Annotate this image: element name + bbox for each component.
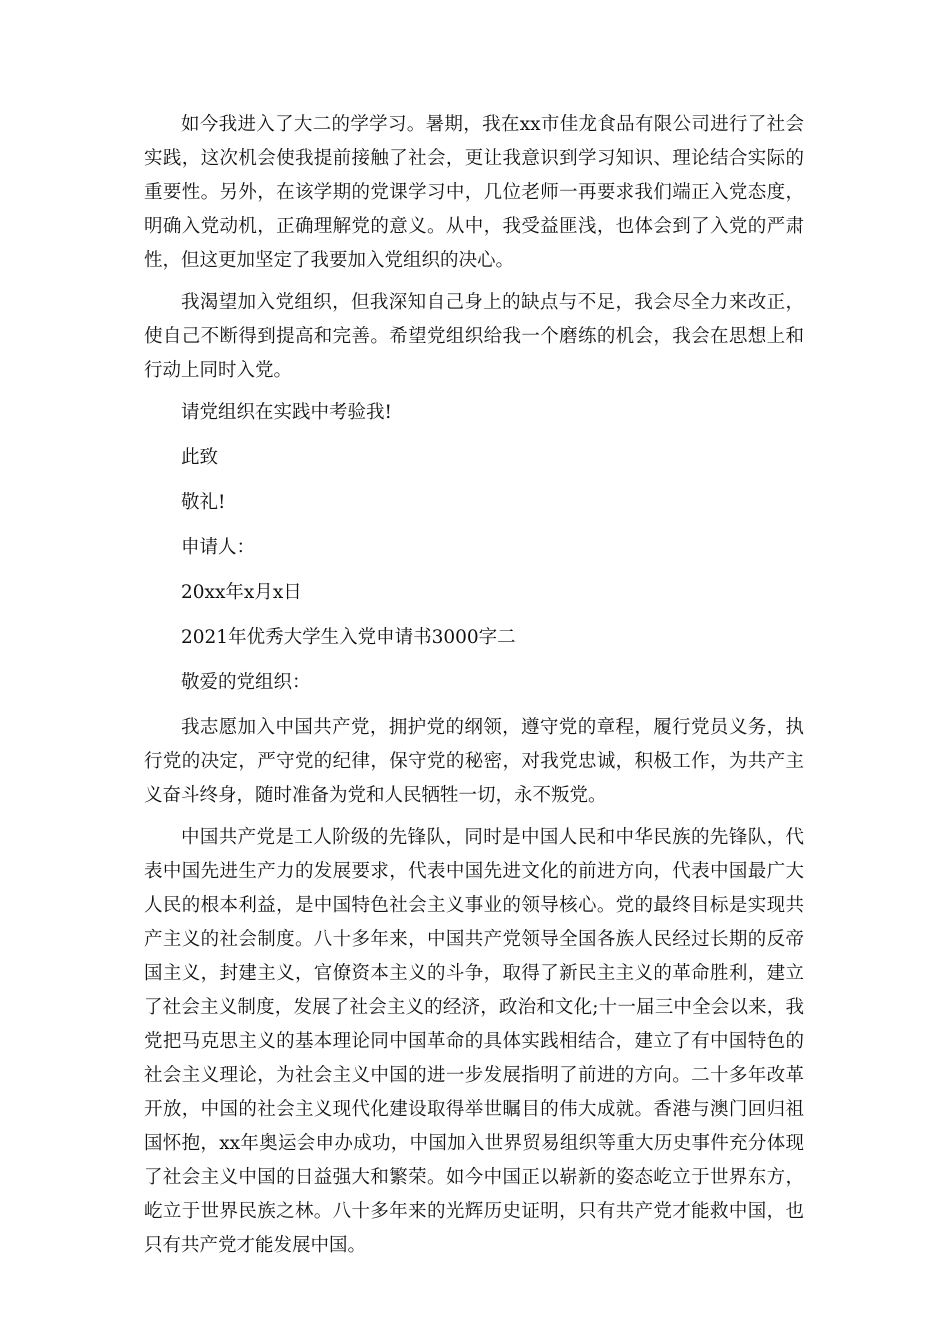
- paragraph-desire-to-join: 我渴望加入党组织，但我深知自己身上的缺点与不足，我会尽全力来改正，使自己不断得到提高和完善。希望党组织给我一个磨练的机会，我会在思想上和行动上同时入党。: [144, 292, 804, 381]
- salutation-cizhi: 此致: [181, 447, 219, 468]
- date-line: 20xx年x月x日: [181, 582, 302, 603]
- paragraph-pledge: 我志愿加入中国共产党，拥护党的纲领，遵守党的章程，履行党员义务，执行党的决定，严守党的纪律，保守党的秘密，对我党忠诚，积极工作，为共产主义奋斗终身，随时准备为党和人民牺牲一切，永不叛党。: [144, 717, 804, 806]
- paragraph-party-history: 中国共产党是工人阶级的先锋队，同时是中国人民和中华民族的先锋队，代表中国先进生产力的发展要求，代表中国先进文化的前进方向，代表中国最广大人民的根本利益，是中国特色社会主义事业的领导核心。党的最终目标是实现共产主义的社会制度。八十多年来，中国共产党领导全国各族人民经过长期的反帝国主义，封建主义，官僚资本主义的斗争，取得了新民主主义的革命胜利，建立了社会主义制度，发展了社会主义的经济，政治和文化;十一届三中全会以来，我党把马克思主义的基本理论同中国革命的具体实践相结合，建立了有中国特色的社会主义理论，为社会主义中国的进一步发展指明了前进的方向。二十多年改革开放，中国的社会主义现代化建设取得举世瞩目的伟大成就。香港与澳门回归祖国怀抱，xx年奥运会申办成功，中国加入世界贸易组织等重大历史事件充分体现了社会主义中国的日益强大和繁荣。如今中国正以崭新的姿态屹立于世界东方，屹立于世界民族之林。八十多年来的光辉历史证明，只有共产党才能救中国，也只有共产党才能发展中国。: [144, 827, 804, 1256]
- document-body: [144, 108, 804, 1271]
- greeting-line: 敬爱的党组织：: [181, 672, 311, 693]
- section-title: 2021年优秀大学生入党申请书3000字二: [181, 627, 516, 648]
- applicant-label: 申请人：: [181, 537, 256, 558]
- closing-request-line: 请党组织在实践中考验我!: [181, 402, 392, 423]
- paragraph-sophomore-study: 如今我进入了大二的学学习。暑期，我在xx市佳龙食品有限公司进行了社会实践，这次机会使我提前接触了社会，更让我意识到学习知识、理论结合实际的重要性。另外，在该学期的党课学习中，几位老师一再要求我们端正入党态度，明确入党动机，正确理解党的意义。从中，我受益匪浅，也体会到了入党的严肃性，但这更加坚定了我要加入党组织的决心。: [144, 114, 804, 271]
- salutation-jingli: 敬礼!: [181, 492, 226, 513]
